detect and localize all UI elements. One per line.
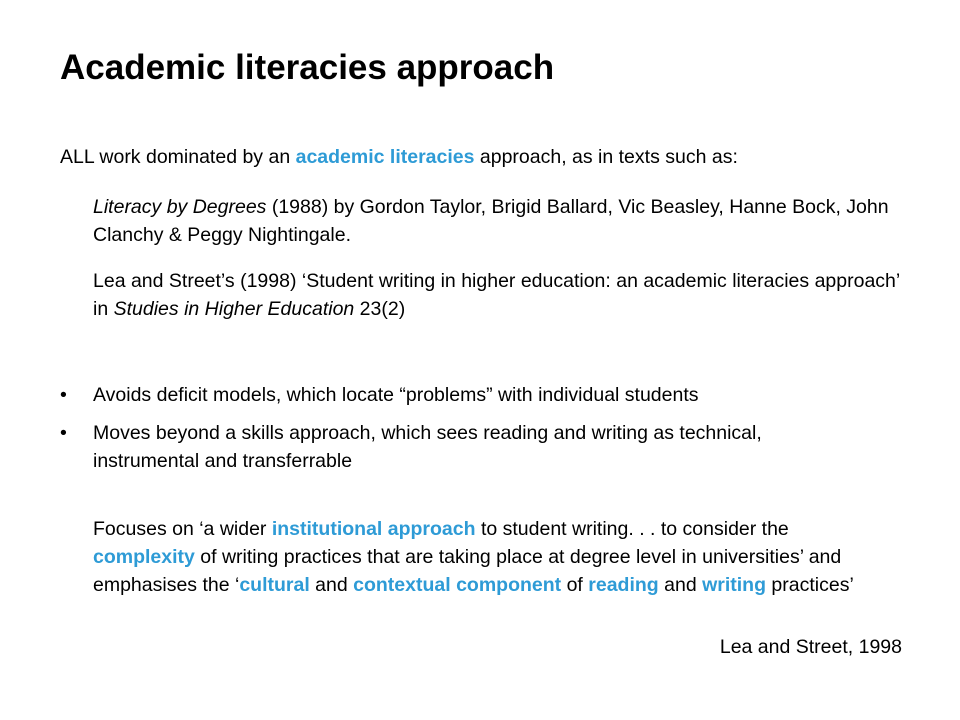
quote-text: practices’ [766, 574, 854, 596]
bullet-text: Moves beyond a skills approach, which sees reading and writing as technical, instrumental and transferrable [93, 422, 762, 472]
quote-highlight: reading [588, 574, 659, 596]
intro-text [60, 143, 738, 171]
quote-text: to student writing. . . to consider the [475, 518, 789, 540]
reference-taylor [93, 193, 913, 249]
quote-highlight: complexity [93, 546, 195, 568]
bullet-marker: • [60, 422, 67, 444]
intro-highlight: academic literacies [295, 146, 475, 168]
quote-text: of [561, 574, 589, 596]
quote-highlight: cultural [239, 574, 310, 596]
quote-text: and [309, 574, 354, 596]
reference-taylor-rest: (1988) by Gordon Taylor, Brigid Ballard, Vic Beasley, Hanne Bock, John Clanchy & Peggy Nightingale. [93, 196, 889, 246]
intro-before: ALL work dominated by an [60, 146, 296, 168]
citation: Lea and Street, 1998 [719, 636, 902, 658]
quote-highlight: writing [702, 574, 767, 596]
quote-text: and [658, 574, 703, 596]
intro-after: approach, as in texts such as: [474, 146, 738, 168]
reference-taylor-title: Literacy by Degrees [93, 196, 267, 218]
reference-lea-street-after: 23(2) [354, 298, 406, 320]
quote-text: Focuses on ‘a wider [93, 518, 272, 540]
bullet-text: Avoids deficit models, which locate “problems” with individual students [93, 384, 699, 406]
quote-highlight: contextual component [353, 574, 562, 596]
reference-lea-street-journal: Studies in Higher Education [113, 298, 355, 320]
bullet-marker: • [60, 384, 67, 406]
quote-text: of writing practices that are taking place at degree level in universities’ and emphasises the ‘ [93, 546, 842, 596]
quote-block [93, 515, 863, 599]
reference-lea-street-before: Lea and Street’s (1998) ‘Student writing in higher education: an academic literacies approach’ in [93, 270, 900, 320]
slide-title: Academic literacies approach [60, 48, 555, 87]
reference-lea-street [93, 267, 913, 323]
quote-highlight: institutional approach [271, 518, 476, 540]
